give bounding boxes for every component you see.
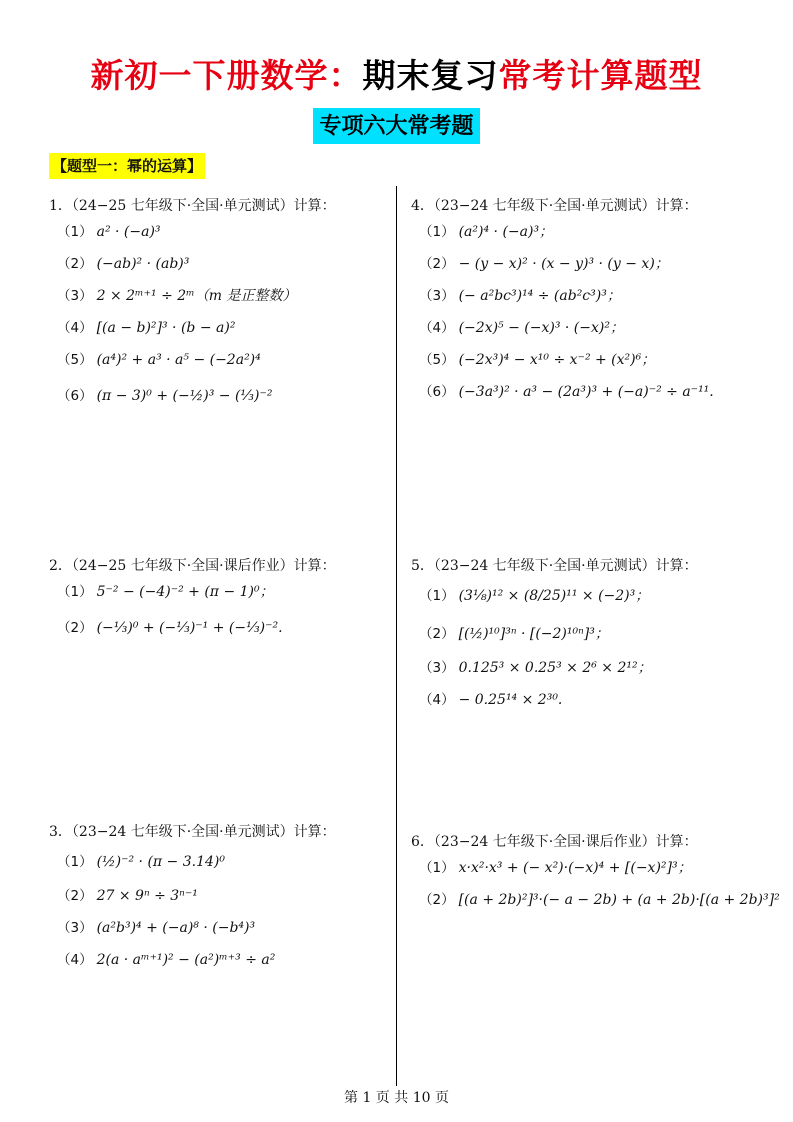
item-expression: − (y − x)² · (x − y)³ · (y − x)； [458, 256, 669, 272]
item-index: （3） [57, 920, 93, 936]
item-index: （1） [419, 588, 455, 604]
item-expression: 2(a · aᵐ⁺¹)² − (a²)ᵐ⁺³ ÷ a² [96, 952, 276, 968]
item-expression: [(a − b)²]³ · (b − a)² [96, 320, 236, 336]
item-expression: (a⁴)² + a³ · a⁵ − (−2a²)⁴ [96, 352, 261, 368]
item-expression: (a²)⁴ · (−a)³； [458, 224, 554, 240]
item-expression: (−ab)² · (ab)³ [96, 256, 190, 272]
item-expression: (−⅓)⁰ + (−⅓)⁻¹ + (−⅓)⁻². [96, 620, 283, 636]
item-index: （1） [419, 224, 455, 240]
subtitle: 专项六大常考题 [313, 108, 479, 144]
problem-4-heading: 4．（23−24 七年级下·全国·单元测试）计算： [411, 198, 698, 214]
item-index: （4） [419, 692, 455, 708]
item-expression: 0.125³ × 0.25³ × 2⁶ × 2¹²； [458, 660, 652, 676]
problem-5 [411, 556, 761, 722]
item-index: （5） [57, 352, 93, 368]
item-index: （3） [419, 288, 455, 304]
item-expression: [(½)¹⁰]³ⁿ · [(−2)¹⁰ⁿ]³； [458, 626, 609, 642]
item-expression: (a²b³)⁴ + (−a)⁸ · (−b⁴)³ [96, 920, 256, 936]
item-index: （3） [419, 660, 455, 676]
problem-4-item-5 [411, 350, 761, 370]
problem-5-item-1 [411, 582, 761, 610]
problem-3-item-4 [49, 950, 389, 970]
problem-3-item-3 [49, 918, 389, 938]
problem-1-item-5 [49, 350, 389, 370]
title-part-2: 期末复习 [362, 56, 499, 95]
problem-1-heading: 1．（24−25 七年级下·全国·单元测试）计算： [49, 198, 336, 214]
item-index: （1） [57, 224, 93, 240]
problem-2-item-2 [49, 614, 389, 642]
item-expression: (3⅛)¹² × (8/25)¹¹ × (−2)³； [458, 588, 650, 604]
title-part-3: 常考计算题型 [498, 56, 703, 95]
item-expression: − 0.25¹⁴ × 2³⁰. [458, 692, 563, 708]
page-footer: 第 1 页 共 10 页 [344, 1090, 449, 1106]
item-index: （2） [419, 892, 455, 908]
item-index: （2） [419, 626, 455, 642]
problem-3-heading: 3．（23−24 七年级下·全国·单元测试）计算： [49, 824, 336, 840]
problem-6 [411, 832, 780, 922]
title-part-1: 新初一下册数学： [90, 56, 363, 95]
item-index: （1） [57, 854, 93, 870]
item-expression: [(a + 2b)²]³·(− a − 2b) + (a + 2b)·[(a + 2b)³]² [458, 892, 780, 908]
section-heading: 【题型一：幂的运算】 [49, 153, 205, 179]
problem-6-heading: 6．（23−24 七年级下·全国·课后作业）计算： [411, 834, 698, 850]
item-expression: 2 × 2ᵐ⁺¹ ÷ 2ᵐ（m 是正整数） [96, 288, 297, 304]
problem-1-item-4 [49, 318, 389, 338]
item-expression: (− a²bc³)¹⁴ ÷ (ab²c³)³； [458, 288, 621, 304]
problem-4-item-6 [411, 382, 761, 402]
problem-3-item-1 [49, 848, 389, 876]
problem-6-item-2 [411, 890, 780, 910]
problem-2-item-1 [49, 582, 389, 602]
item-index: （3） [57, 288, 93, 304]
item-index: （6） [57, 388, 93, 404]
problem-4-item-4 [411, 318, 761, 338]
problem-5-item-2 [411, 620, 761, 648]
item-expression: a² · (−a)³ [96, 224, 161, 240]
item-expression: (½)⁻² · (π − 3.14)⁰ [96, 854, 225, 870]
item-index: （1） [57, 584, 93, 600]
problem-4 [411, 196, 761, 414]
problem-4-item-3 [411, 286, 761, 306]
item-index: （6） [419, 384, 455, 400]
page-title [0, 50, 793, 97]
problem-4-item-1 [411, 222, 761, 242]
item-expression: 27 × 9ⁿ ÷ 3ⁿ⁻¹ [96, 888, 198, 904]
item-index: （2） [419, 256, 455, 272]
problem-5-heading: 5．（23−24 七年级下·全国·单元测试）计算： [411, 558, 698, 574]
problem-6-item-1 [411, 858, 761, 878]
problem-1-item-2 [49, 254, 389, 274]
item-index: （2） [57, 620, 93, 636]
item-expression: 5⁻² − (−4)⁻² + (π − 1)⁰； [96, 584, 274, 600]
problem-2 [49, 556, 389, 652]
problem-2-heading: 2．（24−25 七年级下·全国·课后作业）计算： [49, 558, 336, 574]
column-divider [396, 186, 397, 1086]
item-expression: (−3a³)² · a³ − (2a³)³ + (−a)⁻² ÷ a⁻¹¹. [458, 384, 714, 400]
item-expression: x·x²·x³ + (− x²)·(−x)⁴ + [(−x)²]³； [458, 860, 692, 876]
item-expression: (π − 3)⁰ + (−½)³ − (⅓)⁻² [96, 388, 273, 404]
problem-1-item-6 [49, 382, 389, 410]
problem-3-item-2 [49, 886, 389, 906]
problem-5-item-4 [411, 690, 761, 710]
item-index: （2） [57, 888, 93, 904]
problem-1-item-3 [49, 286, 389, 306]
item-index: （1） [419, 860, 455, 876]
item-index: （4） [57, 952, 93, 968]
item-expression: (−2x)⁵ − (−x)³ · (−x)²； [458, 320, 624, 336]
problem-5-item-3 [411, 658, 761, 678]
item-index: （4） [419, 320, 455, 336]
subtitle-container [0, 108, 793, 144]
problem-1 [49, 196, 389, 420]
item-index: （2） [57, 256, 93, 272]
problem-1-item-1 [49, 222, 389, 242]
problem-3 [49, 822, 389, 982]
item-index: （4） [57, 320, 93, 336]
problem-4-item-2 [411, 254, 761, 274]
item-index: （5） [419, 352, 455, 368]
item-expression: (−2x³)⁴ − x¹⁰ ÷ x⁻² + (x²)⁶； [458, 352, 656, 368]
